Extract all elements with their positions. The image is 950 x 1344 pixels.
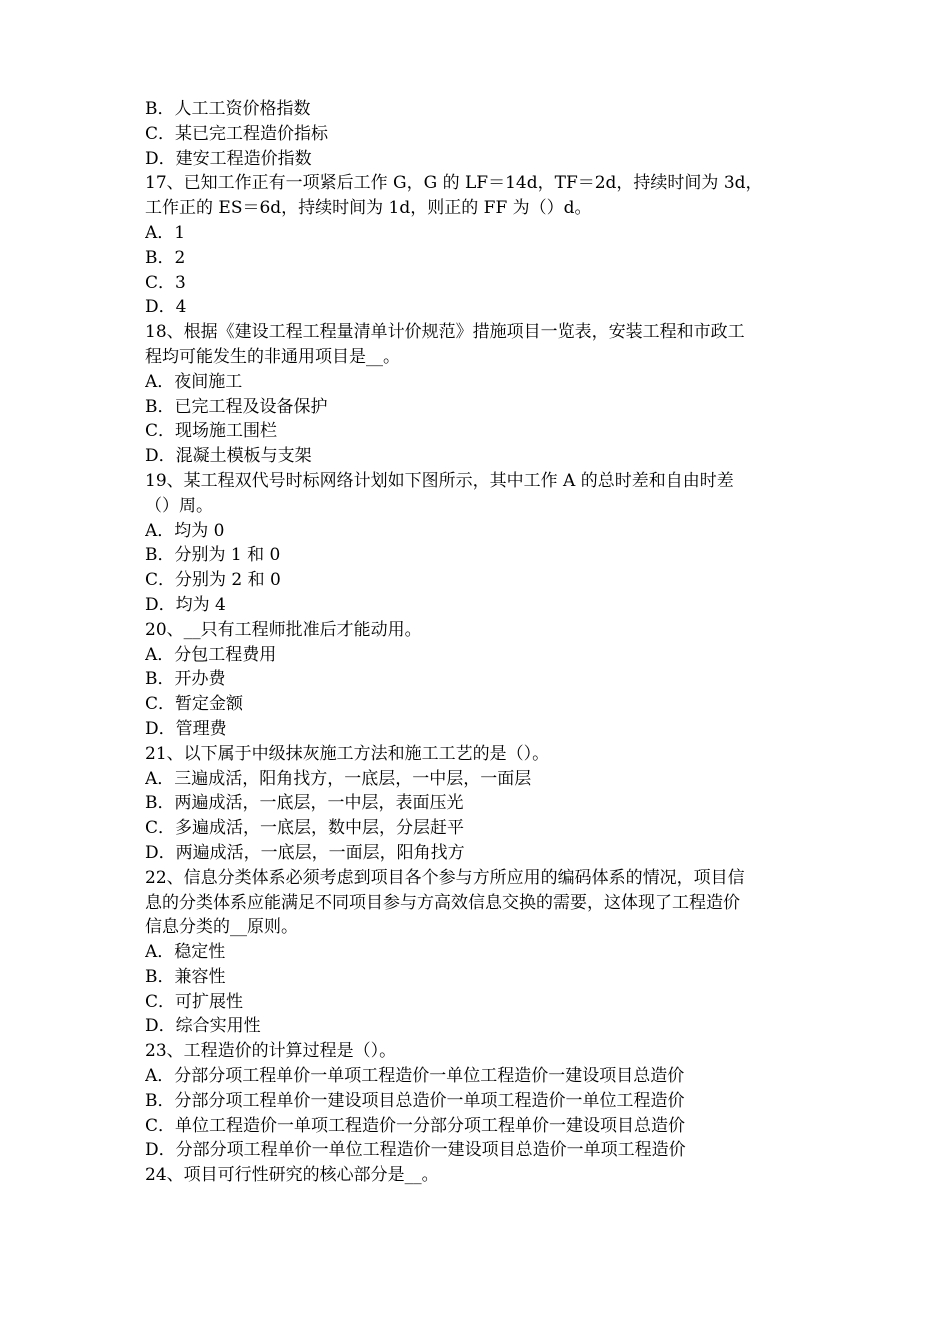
option-a-q18: A．夜间施工: [145, 371, 243, 392]
question-18-line-2: 程均可能发生的非通用项目是__。: [145, 346, 400, 367]
option-b-q23: B．分部分项工程单价一建设项目总造价一单项工程造价一单位工程造价: [145, 1090, 685, 1111]
question-24: 24、项目可行性研究的核心部分是__。: [145, 1165, 439, 1186]
option-c-q23: C．单位工程造价一单项工程造价一分部分项工程单价一建设项目总造价: [145, 1115, 686, 1136]
option-d-q19: D．均为 4: [145, 594, 226, 615]
option-b-q22: B．兼容性: [145, 966, 226, 987]
option-a-q22: A．稳定性: [145, 942, 226, 963]
question-17-line-2: 工作正的 ES＝6d，持续时间为 1d，则正的 FF 为（）d。: [145, 198, 592, 219]
question-19-line-2: （）周。: [145, 495, 213, 516]
question-22-line-1: 22、信息分类体系必须考虑到项目各个参与方所应用的编码体系的情况，项目信: [145, 867, 745, 888]
option-b-q17: B．2: [145, 247, 186, 268]
option-b-q16: B．人工工资价格指数: [145, 99, 311, 119]
option-c-q16: C．某已完工程造价指标: [145, 123, 329, 144]
option-c-q21: C．多遍成活，一底层，数中层，分层赶平: [145, 818, 465, 839]
option-c-q22: C．可扩展性: [145, 991, 244, 1012]
question-19-line-1: 19、某工程双代号时标网络计划如下图所示，其中工作 A 的总时差和自由时差: [145, 470, 734, 491]
question-22-line-3: 信息分类的__原则。: [145, 917, 298, 938]
option-c-q17: C．3: [145, 272, 186, 293]
option-a-q17: A．1: [145, 222, 186, 243]
option-d-q23: D．分部分项工程单价一单位工程造价一建设项目总造价一单项工程造价: [145, 1140, 686, 1161]
option-a-q19: A．均为 0: [145, 520, 225, 541]
option-a-q20: A．分包工程费用: [145, 644, 277, 665]
option-d-q20: D．管理费: [145, 718, 227, 739]
question-20: 20、__只有工程师批准后才能动用。: [145, 619, 422, 640]
option-b-q19: B．分别为 1 和 0: [145, 545, 281, 566]
option-c-q18: C．现场施工围栏: [145, 421, 278, 442]
option-b-q20: B．开办费: [145, 669, 226, 690]
option-b-q21: B．两遍成活，一底层，一中层，表面压光: [145, 793, 464, 814]
option-d-q17: D．4: [145, 297, 187, 318]
question-21: 21、以下属于中级抹灰施工方法和施工工艺的是（）。: [145, 743, 550, 764]
option-b-q18: B．已完工程及设备保护: [145, 396, 328, 417]
question-23: 23、工程造价的计算过程是（）。: [145, 1041, 397, 1062]
option-d-q18: D．混凝土模板与支架: [145, 446, 312, 467]
option-a-q21: A．三遍成活，阳角找方，一底层，一中层，一面层: [145, 768, 532, 789]
option-d-q22: D．综合实用性: [145, 1016, 261, 1037]
question-18-line-1: 18、根据《建设工程工程量清单计价规范》措施项目一览表，安装工程和市政工: [145, 322, 745, 343]
option-a-q23: A．分部分项工程单价一单项工程造价一单位工程造价一建设项目总造价: [145, 1066, 685, 1087]
option-d-q21: D．两遍成活，一底层，一面层，阳角找方: [145, 842, 465, 863]
option-c-q20: C．暂定金额: [145, 694, 244, 715]
question-22-line-2: 息的分类体系应能满足不同项目参与方高效信息交换的需要，这体现了工程造价: [145, 892, 740, 913]
question-text-block: [145, 97, 815, 1188]
option-d-q16: D．建安工程造价指数: [145, 148, 312, 169]
question-17-line-1: 17、已知工作正有一项紧后工作 G，G 的 LF＝14d，TF＝2d，持续时间为 3d，: [145, 173, 763, 194]
option-c-q19: C．分别为 2 和 0: [145, 570, 281, 591]
